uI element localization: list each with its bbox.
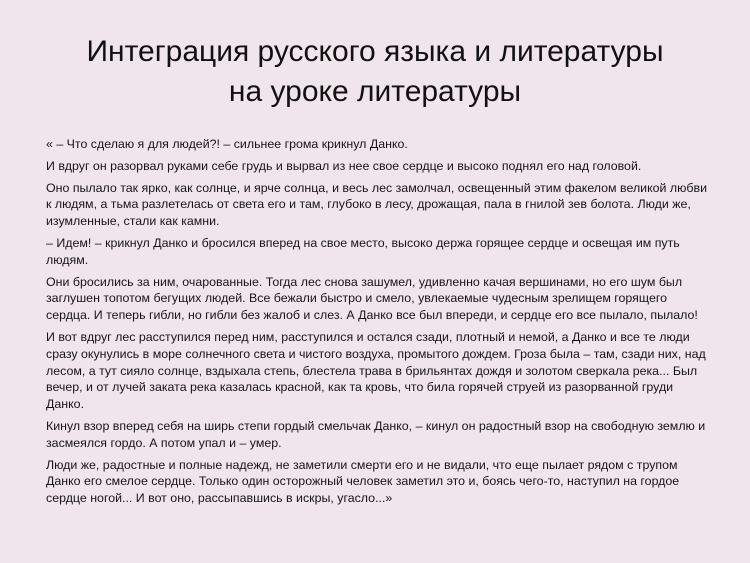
slide-title-line-1: Интеграция русского языка и литературы [86, 35, 664, 68]
slide-title-line-2: на уроке литературы [228, 75, 522, 108]
paragraph-4: – Идем! – крикнул Данко и бросился вперед на свое место, высоко держа горящее сердце и освещая им путь людям. [46, 235, 680, 267]
paragraph-7: Кинул взор вперед себя на ширь степи гордый смельчак Данко, – кинул он радостный взор на свободную землю и засмеялся гордо. А потом упал и – умер. [46, 418, 706, 450]
paragraph-3: Оно пылало так ярко, как солнце, и ярче солнца, и весь лес замолчал, освещенный этим факелом великой любви к людям, а тьма разлетелась от света его и там, глубоко в лесу, дрожащая, пала в гнилой зев болота. Люди же, изумленные, стали как камни. [46, 180, 708, 229]
paragraph-2: И вдруг он разорвал руками себе грудь и вырвал из нее свое сердце и высоко поднял его над головой. [46, 158, 642, 173]
paragraph-8: Люди же, радостные и полные надежд, не заметили смерти его и не видали, что еще пылает рядом с трупом Данко его смелое сердце. Только один осторожный человек заметил это и, боясь чего-то, наступил на гордое сердце ногой... И вот оно, рассыпавшись в искры, угасло...» [46, 457, 680, 506]
slide-body-text [46, 136, 708, 512]
paragraph-5: Они бросились за ним, очарованные. Тогда лес снова зашумел, удивленно качая вершинами, но его шум был заглушен топотом бегущих людей. Все бежали быстро и смело, увлекаемые чудесным зрелищем горящего сердца. И теперь гибли, но гибли без жалоб и слез. А Данко все был впереди, и сердце его все пылало, пылало! [46, 274, 698, 323]
slide-title [40, 32, 710, 112]
paragraph-6: И вот вдруг лес расступился перед ним, расступился и остался сзади, плотный и немой, а Данко и все те люди сразу окунулись в море солнечного света и чистого воздуха, промытого дождем. Гроза была – там, сзади них, над лесом, а тут сияло солнце, вздыхала степь, блестела трава в брильянтах дождя и золотом сверкала река... Был вечер, и от лучей заката река казалась красной, как та кровь, что била горячей струей из разорванной груди Данко. [46, 329, 706, 412]
paragraph-1: « – Что сделаю я для людей?! – сильнее грома крикнул Данко. [46, 137, 408, 151]
